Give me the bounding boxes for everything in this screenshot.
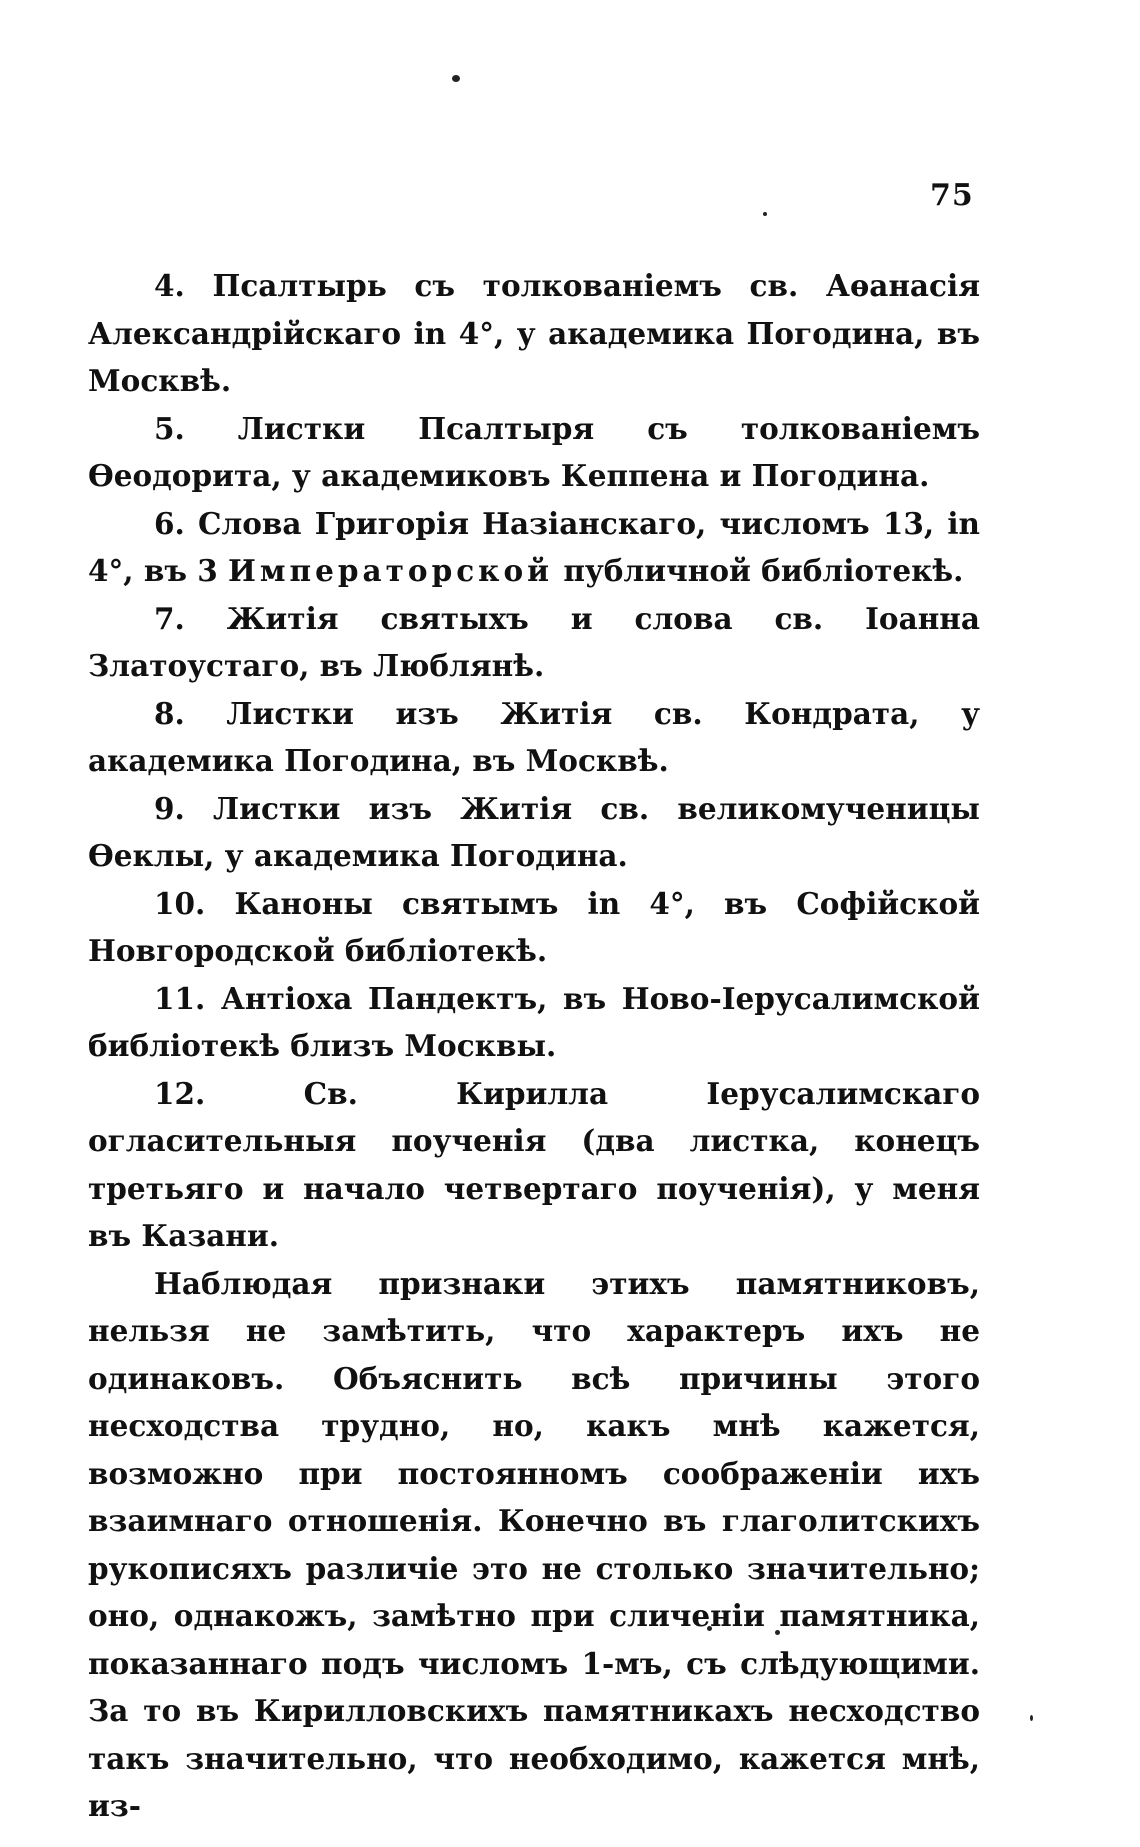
page-number: 75 xyxy=(930,178,974,213)
main-text xyxy=(88,262,980,1830)
ink-speck xyxy=(1030,1715,1033,1721)
ink-speck xyxy=(452,75,460,82)
list-item: 8. Листки изъ Житія св. Кондрата, у академика Погодина, въ Москвѣ. xyxy=(88,695,980,778)
list-item-text-tail: публичной библіотекѣ. xyxy=(553,553,964,588)
list-item-text: 6. Слова Григорія Назіанскаго, числомъ 13, in 4°, въ 3 xyxy=(88,505,980,588)
list-item: 9. Листки изъ Житія св. великомученицы Ѳеклы, у академика Погодина. xyxy=(88,790,980,873)
list-item: 7. Житія святыхъ и слова св. Іоанна Златоустаго, въ Люблянѣ. xyxy=(88,600,980,683)
list-item xyxy=(88,500,980,595)
list-item: 12. Св. Кирилла Іерусалимскаго огласительныя поученія (два листка, конецъ третьяго и начало четвертаго поученія), у меня въ Казани. xyxy=(88,1075,980,1253)
spaced-caps-word: Императорской xyxy=(228,553,554,588)
list-item: 10. Каноны святымъ in 4°, въ Софійской Новгородской библіотекѣ. xyxy=(88,885,980,968)
list-item: 4. Псалтырь съ толкованіемъ св. Аѳанасія Александрійскаго in 4°, у академика Погодина, въ Москвѣ. xyxy=(88,268,980,398)
ink-speck xyxy=(763,212,767,216)
body-paragraph: Наблюдая признаки этихъ памятниковъ, нельзя не замѣтить, что характеръ ихъ не одинаковъ. Объяснить всѣ причины этого несходства трудно, но, какъ мнѣ кажется, возможно при постоянномъ соображеніи ихъ взаимнаго отношенія. Конечно въ глаголитскихъ рукописяхъ различіе это не столько значительно; оно, однакожъ, замѣтно при сличеніи памятника, показаннаго подъ числомъ 1-мъ, съ слѣдующими. За то въ Кирилловскихъ памятникахъ несходство такъ значительно, что необходимо, кажется мнѣ, из- xyxy=(88,1265,980,1823)
list-item: 11. Антіоха Пандектъ, въ Ново-Іерусалимской библіотекѣ близъ Москвы. xyxy=(88,980,980,1063)
list-item: 5. Листки Псалтыря съ толкованіемъ Ѳеодорита, у академиковъ Кеппена и Погодина. xyxy=(88,410,980,493)
